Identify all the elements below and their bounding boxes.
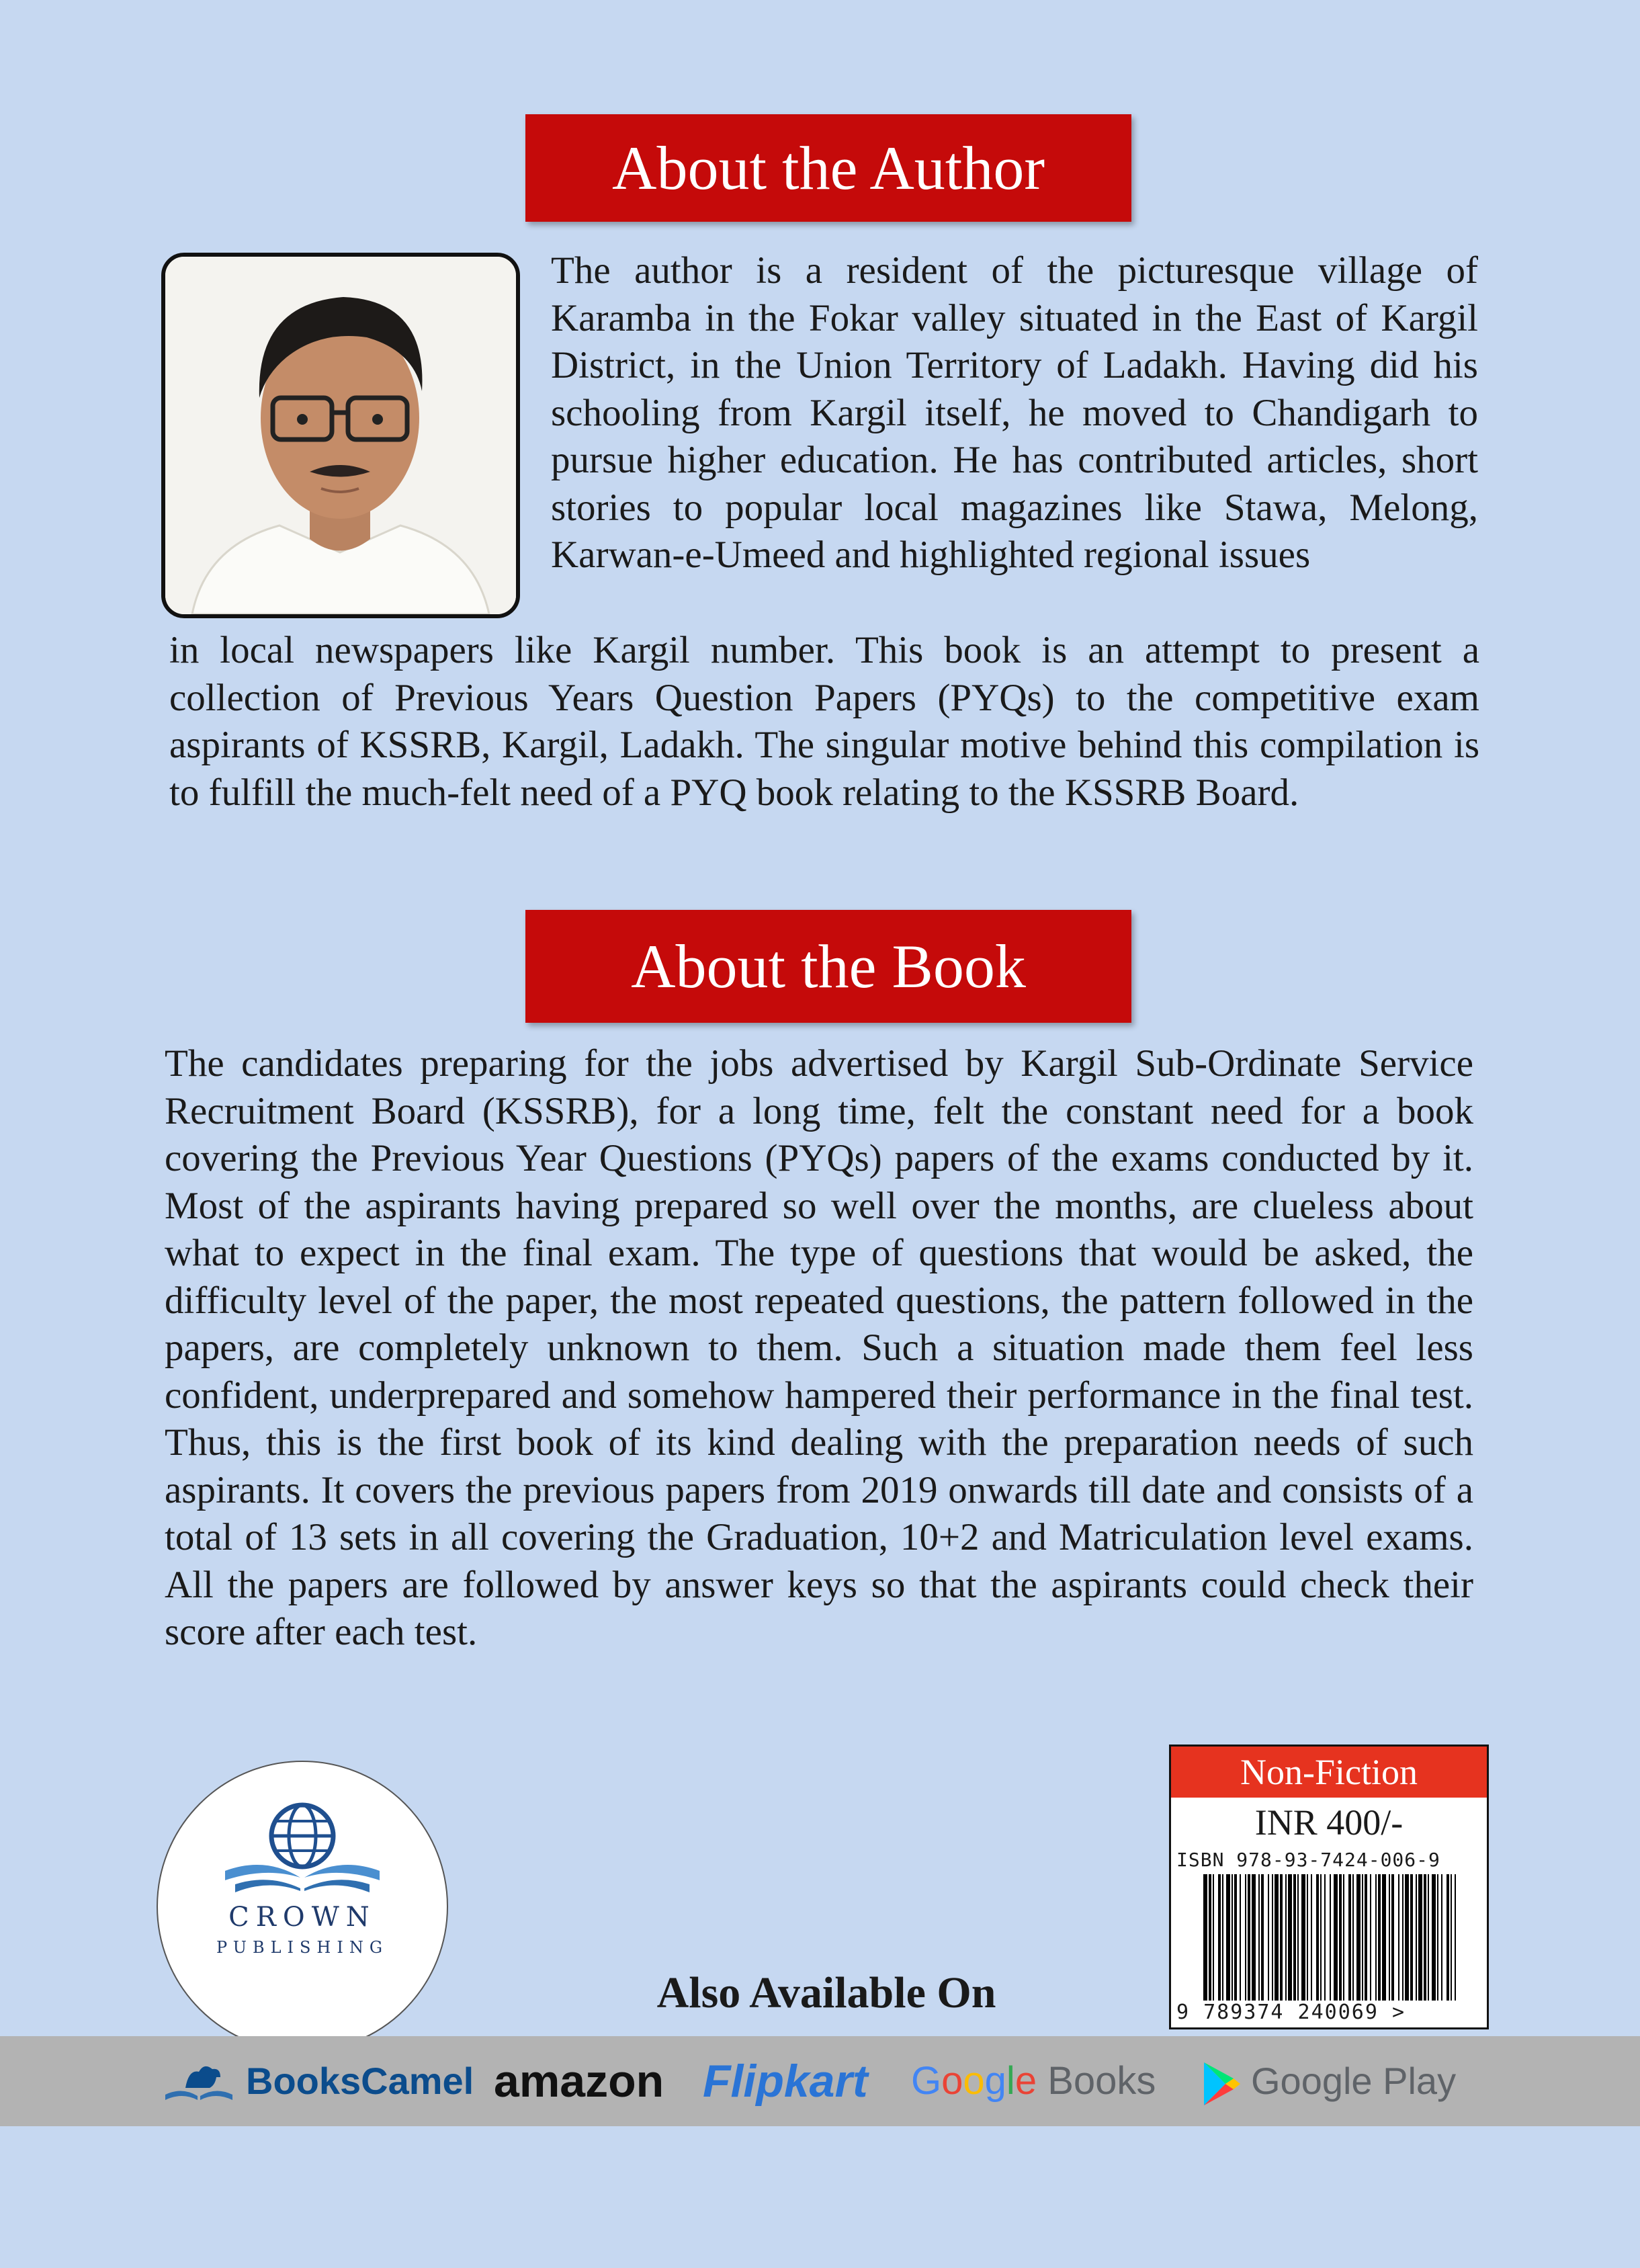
barcode-bar [1382, 1874, 1386, 2001]
barcode-bar [1339, 1874, 1342, 2001]
google-wordmark: Google [911, 2059, 1037, 2103]
barcode-bar [1447, 1874, 1449, 2001]
barcode-bar [1252, 1874, 1256, 2001]
barcode-bar [1356, 1874, 1361, 2001]
barcode-bar [1389, 1874, 1390, 2001]
google-books-label: Books [1047, 2059, 1156, 2103]
barcode-bar [1410, 1874, 1413, 2001]
barcode-bar [1424, 1874, 1426, 2001]
publisher-name: CROWN [228, 1902, 376, 1933]
barcode-bar [1240, 1874, 1241, 2001]
play-triangle-icon [1201, 2061, 1242, 2107]
barcode-bar [1203, 1874, 1207, 2001]
publisher-subtitle: PUBLISHING [216, 1938, 389, 1957]
barcode-bar [1275, 1874, 1279, 2001]
barcode-bar [1258, 1874, 1260, 2001]
barcode-bar [1213, 1874, 1214, 2001]
barcode-bar [1455, 1874, 1456, 2001]
isbn-label: ISBN 978-93-7424-006-9 [1176, 1849, 1440, 1871]
barcode-bar [1268, 1874, 1269, 2001]
barcode-bar [1378, 1874, 1381, 2001]
barcode-bar [1218, 1874, 1221, 2001]
barcode-bar [1288, 1874, 1292, 2001]
barcode-bar [1232, 1874, 1233, 2001]
barcode-bar [1248, 1874, 1250, 2001]
store-amazon[interactable]: amazon [494, 2056, 664, 2107]
barcode-bar [1293, 1874, 1296, 2001]
barcode-bar [1348, 1874, 1351, 2001]
barcode-bar [1234, 1874, 1237, 2001]
barcode-bar [1330, 1874, 1331, 2001]
barcode-bar [1428, 1874, 1429, 2001]
barcode-bar [1297, 1874, 1299, 2001]
barcode-bar [1418, 1874, 1422, 2001]
barcode-digits: 9 789374 240069 > [1176, 2001, 1406, 2024]
barcode-bar [1324, 1874, 1326, 2001]
about-book-heading: About the Book [525, 910, 1131, 1023]
barcode-bar [1261, 1874, 1264, 2001]
store-bookscamel-label: BooksCamel [246, 2060, 474, 2102]
genre-tag: Non-Fiction [1171, 1747, 1487, 1798]
store-google-books[interactable] [911, 2036, 1156, 2126]
barcode-bar [1451, 1874, 1452, 2001]
barcode-bar [1362, 1874, 1363, 2001]
barcode-bar [1316, 1874, 1319, 2001]
globe-book-icon [158, 1762, 447, 1896]
store-google-play[interactable] [1201, 2036, 1456, 2126]
google-play-label: Google Play [1251, 2060, 1457, 2102]
barcode-bar [1272, 1874, 1273, 2001]
also-available-label: Also Available On [656, 1968, 996, 2017]
barcode-bar [1334, 1874, 1338, 2001]
author-bio-bottom: in local newspapers like Kargil number. This book is an attempt to present a collection of Previous Years Question Papers (PYQs) to the competitive exam aspirants of KSSRB, Kargil, Ladakh. The singular motive behind this compilation is to fulfill the much-felt need of a PYQ book relating to the KSSRB Board. [169, 629, 1479, 814]
author-photo [161, 253, 520, 618]
barcode-bar [1352, 1874, 1354, 2001]
barcode-bar [1398, 1874, 1399, 2001]
barcode-bar [1402, 1874, 1404, 2001]
barcode-bar [1365, 1874, 1367, 2001]
barcode-bar [1285, 1874, 1287, 2001]
barcode-bar [1301, 1874, 1305, 2001]
store-bookscamel[interactable] [159, 2036, 474, 2126]
barcode-bar [1375, 1874, 1377, 2001]
barcode-bar [1343, 1874, 1344, 2001]
barcode-bar [1432, 1874, 1436, 2001]
price-label: INR 400/- [1254, 1802, 1404, 1843]
barcode-bar [1222, 1874, 1223, 2001]
barcode-bar [1391, 1874, 1394, 2001]
about-author-heading: About the Author [525, 114, 1131, 222]
barcode-bar [1280, 1874, 1283, 2001]
barcode-bar [1311, 1874, 1312, 2001]
barcode-bar [1416, 1874, 1417, 2001]
price-barcode-box [1169, 1745, 1489, 2029]
crown-publishing-logo [157, 1761, 448, 2052]
barcode-bar [1209, 1874, 1211, 2001]
store-logo-bar [0, 2036, 1640, 2126]
barcode-bar [1226, 1874, 1230, 2001]
barcode-bar [1441, 1874, 1442, 2001]
camel-book-icon [159, 2054, 239, 2108]
author-portrait-illustration [165, 257, 516, 614]
barcode-bar [1405, 1874, 1409, 2001]
store-flipkart[interactable]: Flipkart [703, 2056, 868, 2107]
author-bio-top: The author is a resident of the picturesque village of Karamba in the Fokar valley situated in the East of Kargil District, in the Union Territory of Ladakh. Having did his schooling from Kargil itself, he moved to Chandigarh to pursue higher education. He has contributed articles, short stories to popular local magazines like Stawa, Melong, Karwan-e-Umeed and highlighted regional issues [551, 249, 1478, 576]
barcode-bar [1307, 1874, 1308, 2001]
book-description: The candidates preparing for the jobs advertised by Kargil Sub-Ordinate Service Recruitment Board (KSSRB), for a long time, felt the constant need for a book covering the Previous Year Questions (PYQs) papers of the exams conducted by it. Most of the aspirants having prepared so well over the months, are clueless about what to expect in the final exam. The type of questions that would be asked, the difficulty level of the paper, the most repeated questions, the pattern followed in the papers, are completely unknown to them. Such a situation made them feel less confident, underprepared and somehow hampered their performance in the final test. Thus, this is the first book of its kind dealing with the preparation needs of such aspirants. It covers the previous papers from 2019 onwards till date and consists of a total of 13 sets in all covering the Graduation, 10+2 and Matriculation level exams. All the papers are followed by answer keys so that the aspirants could check their score after each test. [165, 1042, 1473, 1653]
barcode-bar [1320, 1874, 1322, 2001]
barcode [1203, 1874, 1459, 2001]
barcode-bar [1437, 1874, 1438, 2001]
barcode-bar [1245, 1874, 1246, 2001]
barcode-bar [1370, 1874, 1371, 2001]
